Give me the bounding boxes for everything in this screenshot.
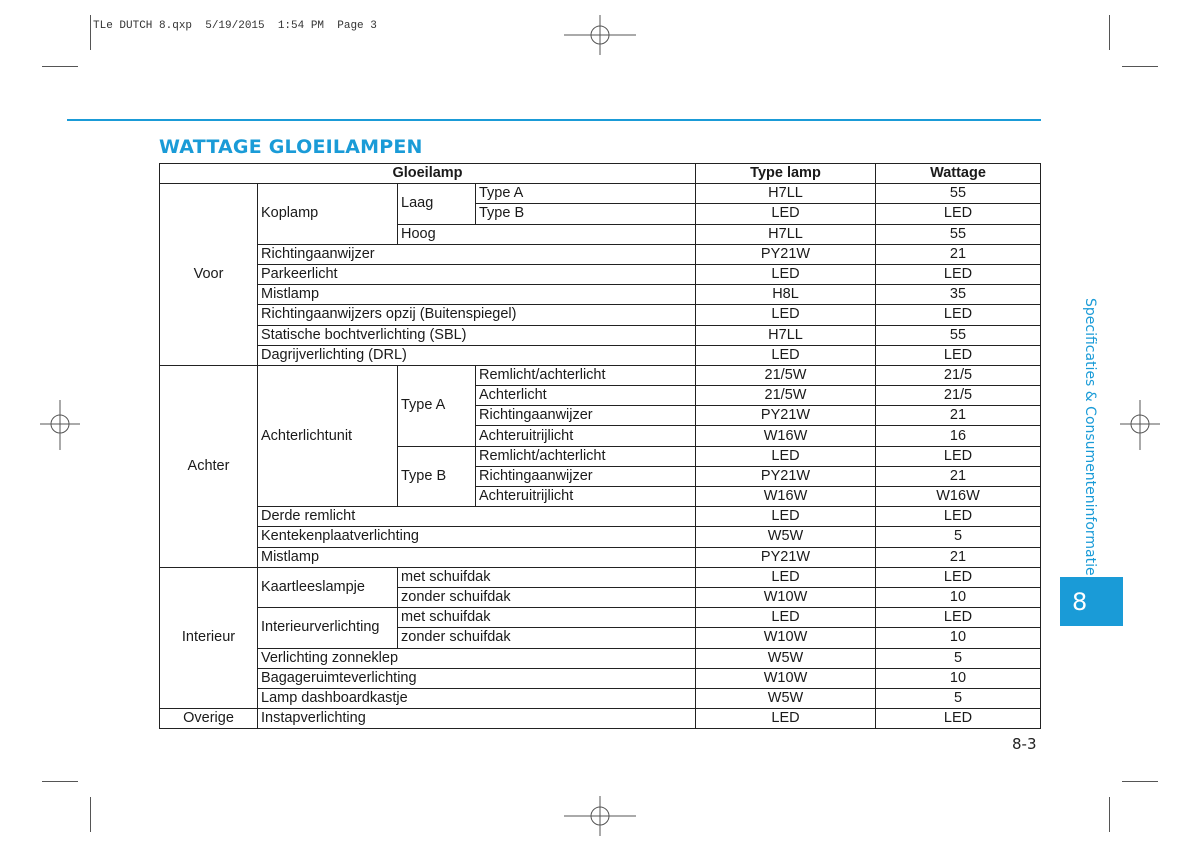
table-row <box>160 184 1041 204</box>
table-header-row <box>160 164 1041 184</box>
print-slug: TLe DUTCH 8.qxp 5/19/2015 1:54 PM Page 3 <box>93 20 377 32</box>
row-type: W5W <box>696 648 876 668</box>
row-label: Lamp dashboardkastje <box>258 688 696 708</box>
row-type: PY21W <box>696 244 876 264</box>
row-wattage: LED <box>876 264 1041 284</box>
header-rule <box>67 119 1041 121</box>
bulb-wattage-table <box>159 163 1041 729</box>
table-row <box>160 345 1041 365</box>
row-wattage: LED <box>876 608 1041 628</box>
row-label: Richtingaanwijzer <box>476 466 696 486</box>
row-wattage: 21 <box>876 547 1041 567</box>
subgroup-type-b: Type B <box>398 446 476 507</box>
row-wattage: LED <box>876 345 1041 365</box>
row-label: Richtingaanwijzer <box>476 406 696 426</box>
crop-mark <box>1109 15 1110 50</box>
chapter-tab: 8 <box>1060 577 1123 626</box>
row-wattage: 10 <box>876 628 1041 648</box>
row-wattage: 55 <box>876 224 1041 244</box>
row-type: PY21W <box>696 466 876 486</box>
crop-mark <box>42 66 78 67</box>
subgroup-interieurverlichting: Interieurverlichting <box>258 608 398 648</box>
crop-mark <box>1109 797 1110 832</box>
row-wattage: 35 <box>876 285 1041 305</box>
row-label: Instapverlichting <box>258 709 696 729</box>
row-label: Mistlamp <box>258 285 696 305</box>
row-wattage: 16 <box>876 426 1041 446</box>
group-voor: Voor <box>160 184 258 366</box>
row-label: Statische bochtverlichting (SBL) <box>258 325 696 345</box>
row-type: LED <box>696 204 876 224</box>
row-label: Remlicht/achterlicht <box>476 365 696 385</box>
subgroup-achterlichtunit: Achterlichtunit <box>258 365 398 506</box>
row-label: Verlichting zonneklep <box>258 648 696 668</box>
row-wattage: 21 <box>876 406 1041 426</box>
table-row <box>160 325 1041 345</box>
row-wattage: 21 <box>876 466 1041 486</box>
table-row <box>160 567 1041 587</box>
table-row <box>160 608 1041 628</box>
table-row <box>160 709 1041 729</box>
row-label: Kentekenplaatverlichting <box>258 527 696 547</box>
crop-mark <box>90 15 91 50</box>
subgroup-type-a: Type A <box>398 365 476 446</box>
row-label: Achteruitrijlicht <box>476 487 696 507</box>
group-achter: Achter <box>160 365 258 567</box>
row-type: W10W <box>696 628 876 648</box>
row-label: Dagrijverlichting (DRL) <box>258 345 696 365</box>
row-label: met schuifdak <box>398 608 696 628</box>
row-wattage: W16W <box>876 487 1041 507</box>
row-wattage: 10 <box>876 668 1041 688</box>
row-type: PY21W <box>696 547 876 567</box>
header-bulb: Gloeilamp <box>160 164 696 184</box>
row-type: LED <box>696 446 876 466</box>
row-type: W5W <box>696 688 876 708</box>
row-type: 21/5W <box>696 365 876 385</box>
row-type: LED <box>696 567 876 587</box>
row-type: LED <box>696 709 876 729</box>
crop-mark <box>1122 66 1158 67</box>
row-label: Type B <box>476 204 696 224</box>
row-label: Achteruitrijlicht <box>476 426 696 446</box>
registration-mark-icon <box>40 400 80 450</box>
row-wattage: LED <box>876 507 1041 527</box>
table-row <box>160 688 1041 708</box>
table-row <box>160 264 1041 284</box>
row-wattage: 55 <box>876 184 1041 204</box>
row-type: LED <box>696 345 876 365</box>
row-type: LED <box>696 507 876 527</box>
row-type: H7LL <box>696 184 876 204</box>
table-row <box>160 244 1041 264</box>
row-type: LED <box>696 608 876 628</box>
row-label: Richtingaanwijzers opzij (Buitenspiegel) <box>258 305 696 325</box>
row-wattage: 10 <box>876 587 1041 607</box>
subgroup-kaartleeslampje: Kaartleeslampje <box>258 567 398 607</box>
row-wattage: LED <box>876 567 1041 587</box>
row-type: W10W <box>696 587 876 607</box>
row-wattage: LED <box>876 709 1041 729</box>
row-wattage: 5 <box>876 688 1041 708</box>
registration-mark-icon <box>564 15 636 55</box>
registration-mark-icon <box>564 796 636 836</box>
page-number: 8-3 <box>1012 735 1037 753</box>
row-wattage: 5 <box>876 648 1041 668</box>
table-row <box>160 527 1041 547</box>
crop-mark <box>90 797 91 832</box>
row-wattage: 55 <box>876 325 1041 345</box>
row-label: Hoog <box>398 224 696 244</box>
row-label: Remlicht/achterlicht <box>476 446 696 466</box>
row-type: LED <box>696 305 876 325</box>
row-label: Bagageruimteverlichting <box>258 668 696 688</box>
row-wattage: 5 <box>876 527 1041 547</box>
table-row <box>160 668 1041 688</box>
row-label: zonder schuifdak <box>398 587 696 607</box>
header-type: Type lamp <box>696 164 876 184</box>
header-wattage: Wattage <box>876 164 1041 184</box>
row-wattage: 21 <box>876 244 1041 264</box>
row-type: H8L <box>696 285 876 305</box>
table-row <box>160 507 1041 527</box>
row-label: Parkeerlicht <box>258 264 696 284</box>
section-sidebar-label: Specificaties & Consumenteninformatie <box>1082 298 1098 576</box>
row-label: Derde remlicht <box>258 507 696 527</box>
row-type: PY21W <box>696 406 876 426</box>
table-row <box>160 365 1041 385</box>
row-wattage: 21/5 <box>876 386 1041 406</box>
subgroup-koplamp: Koplamp <box>258 184 398 245</box>
row-wattage: LED <box>876 446 1041 466</box>
row-type: W5W <box>696 527 876 547</box>
row-wattage: 21/5 <box>876 365 1041 385</box>
table-row <box>160 648 1041 668</box>
row-wattage: LED <box>876 204 1041 224</box>
row-type: W16W <box>696 487 876 507</box>
crop-mark <box>42 781 78 782</box>
group-overige: Overige <box>160 709 258 729</box>
table-row <box>160 285 1041 305</box>
row-label: Achterlicht <box>476 386 696 406</box>
crop-mark <box>1122 781 1158 782</box>
subgroup-laag: Laag <box>398 184 476 224</box>
row-label: zonder schuifdak <box>398 628 696 648</box>
row-type: W10W <box>696 668 876 688</box>
table-row <box>160 305 1041 325</box>
table-row <box>160 547 1041 567</box>
row-label: met schuifdak <box>398 567 696 587</box>
row-type: H7LL <box>696 325 876 345</box>
row-label: Type A <box>476 184 696 204</box>
page-title: WATTAGE GLOEILAMPEN <box>159 136 423 158</box>
row-label: Mistlamp <box>258 547 696 567</box>
row-type: 21/5W <box>696 386 876 406</box>
row-wattage: LED <box>876 305 1041 325</box>
row-label: Richtingaanwijzer <box>258 244 696 264</box>
row-type: W16W <box>696 426 876 446</box>
group-interieur: Interieur <box>160 567 258 708</box>
row-type: H7LL <box>696 224 876 244</box>
row-type: LED <box>696 264 876 284</box>
registration-mark-icon <box>1120 400 1160 450</box>
